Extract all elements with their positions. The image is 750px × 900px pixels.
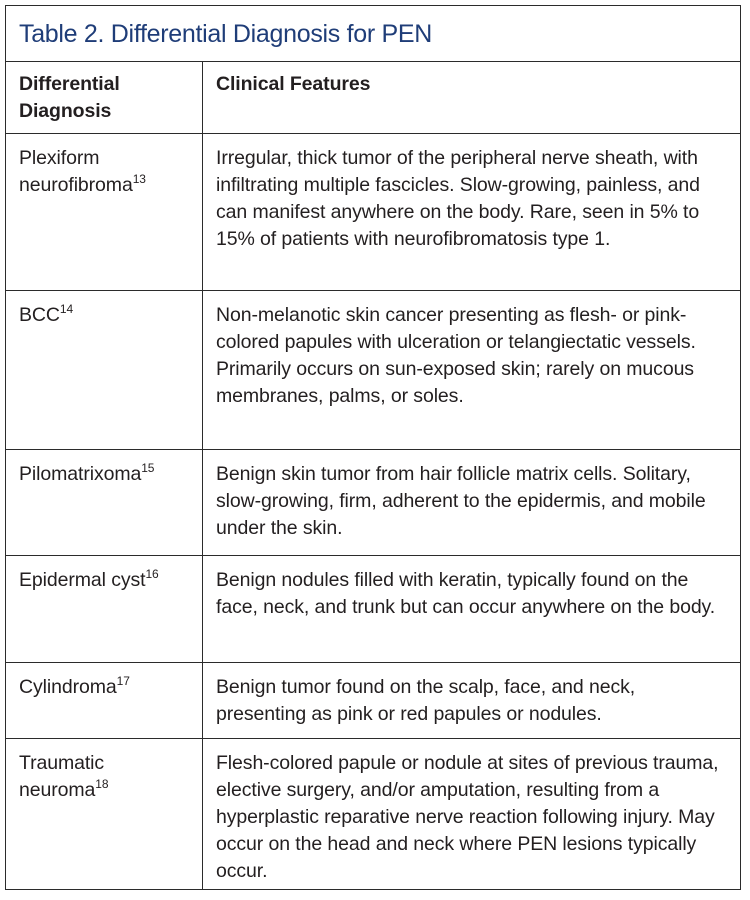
table-caption: Table 2. Differential Diagnosis for PEN <box>6 6 740 62</box>
diagnosis-line2: neuroma <box>19 779 96 801</box>
row-diagnosis <box>6 291 203 450</box>
row-diagnosis <box>6 450 203 556</box>
row-features: Benign tumor found on the scalp, face, and neck, presenting as pink or red papules or nodules. <box>203 663 740 739</box>
header-diagnosis <box>6 62 203 134</box>
row-features: Non-melanotic skin cancer presenting as flesh- or pink-colored papules with ulceration or telangiectatic vessels. Primarily occurs on sun-exposed skin; rarely on mucous membranes, palms, or soles. <box>203 291 740 450</box>
header-features: Clinical Features <box>203 62 740 134</box>
row-diagnosis <box>6 739 203 890</box>
row-diagnosis <box>6 134 203 291</box>
table-grid <box>6 62 740 890</box>
row-diagnosis <box>6 556 203 663</box>
reference-number: 15 <box>141 461 155 475</box>
row-features: Benign skin tumor from hair follicle matrix cells. Solitary, slow-growing, firm, adherent to the epidermis, and mobile under the skin. <box>203 450 740 556</box>
reference-number: 13 <box>132 172 146 186</box>
diagnosis-line1: Plexiform <box>19 147 100 169</box>
reference-number: 17 <box>116 674 130 688</box>
diagnosis-line1: BCC <box>19 304 60 326</box>
row-features: Irregular, thick tumor of the peripheral nerve sheath, with infiltrating multiple fascicles. Slow-growing, painless, and can manifest anywhere on the body. Rare, seen in 5% to 15% of patients with neurofibromatosis type 1. <box>203 134 740 291</box>
header-diagnosis-line1: Differential <box>19 73 120 95</box>
diagnosis-line1: Epidermal cyst <box>19 569 146 591</box>
row-features: Flesh-colored papule or nodule at sites of previous trauma, elective surgery, and/or amputation, resulting from a hyperplastic reparative nerve reaction following injury. May occur on the head and neck where PEN lesions typically occur. <box>216 752 719 882</box>
header-diagnosis-line2: Diagnosis <box>19 100 112 122</box>
reference-number: 14 <box>59 302 74 316</box>
diagnosis-line1: Cylindroma <box>19 676 117 698</box>
diagnosis-line2: neurofibroma <box>19 174 133 196</box>
row-diagnosis <box>6 663 203 739</box>
row-features: Benign nodules filled with keratin, typically found on the face, neck, and trunk but can occur anywhere on the body. <box>203 556 740 663</box>
diagnosis-line1: Pilomatrixoma <box>19 463 142 485</box>
differential-diagnosis-table <box>5 5 741 890</box>
diagnosis-line1: Traumatic <box>19 752 105 774</box>
reference-number: 18 <box>95 777 109 791</box>
reference-number: 16 <box>145 567 159 581</box>
